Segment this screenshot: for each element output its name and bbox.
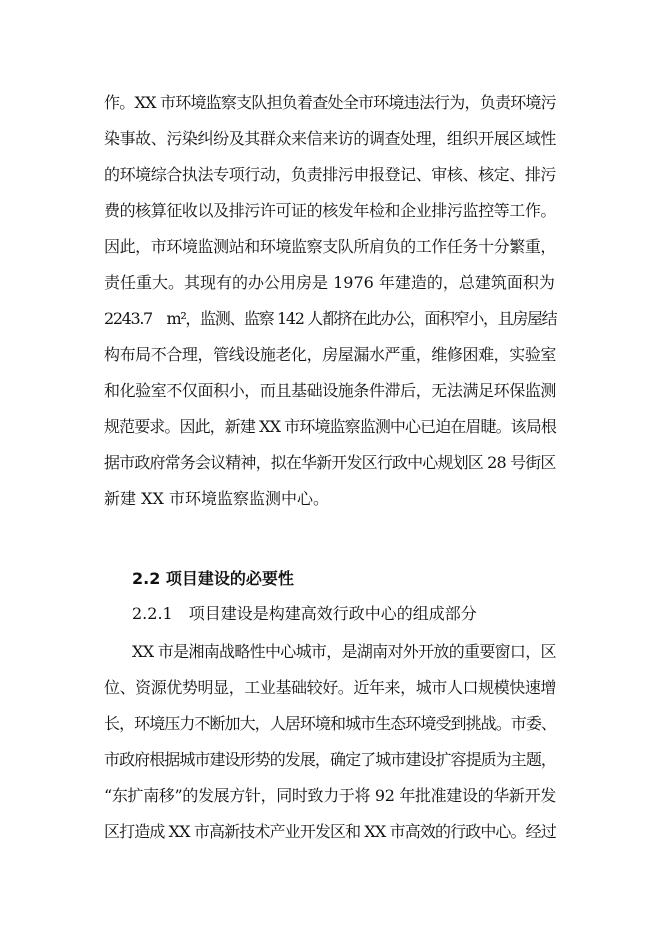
paragraph-line: 市政府根据城市建设形势的发展，确定了城市建设扩容提质为主题，: [104, 750, 557, 769]
paragraph-line: 责任重大。其现有的办公用房是 1976 年建造的，总建筑面积为: [104, 273, 555, 292]
paragraph-line: 区打造成 XX 市高新技术产业开发区和 XX 市高效的行政中心。经过: [104, 822, 556, 841]
paragraph-line: “东扩南移”的发展方针，同时致力于将 92 年批准建设的华新开发: [104, 786, 556, 805]
paragraph-line: 构布局不合理，管线设施老化，房屋漏水严重，维修困难，实验室: [104, 345, 557, 364]
paragraph-line: 费的核算征收以及排污许可证的核发年检和企业排污监控等工作。: [104, 201, 557, 220]
paragraph-line: 因此，市环境监测站和环境监察支队所肩负的工作任务十分繁重，: [104, 237, 557, 256]
paragraph-line: 和化验室不仅面积小，而且基础设施条件滞后，无法满足环保监测: [104, 381, 557, 400]
paragraph-line: 长，环境压力不断加大，人居环境和城市生态环境受到挑战。市委、: [104, 714, 557, 733]
paragraph-line: 染事故、污染纠纷及其群众来信来访的调查处理，组织开展区域性: [104, 129, 557, 148]
paragraph-line: 位、资源优势明显，工业基础较好。近年来，城市人口规模快速增: [104, 678, 557, 697]
paragraph-line: 作。XX 市环境监察支队担负着查处全市环境违法行为，负责环境污: [104, 93, 556, 112]
paragraph-line: 的环境综合执法专项行动，负责排污申报登记、审核、核定、排污: [104, 165, 557, 184]
paragraph-line: 规范要求。因此，新建 XX 市环境监察监测中心已迫在眉睫。该局根: [104, 417, 556, 436]
paragraph-line: XX 市是湘南战略性中心城市，是湖南对外开放的重要窗口，区: [132, 642, 556, 661]
subsection-heading: 2.2.1 项目建设是构建高效行政中心的组成部分: [132, 604, 477, 623]
paragraph-line: 据市政府常务会议精神，拟在华新开发区行政中心规划区 28 号街区: [104, 453, 556, 472]
paragraph-line: 2243.7 m²，监测、监察 142 人都挤在此办公，面积窄小，且房屋结: [104, 309, 557, 328]
paragraph-line: 新建 XX 市环境监察监测中心。: [104, 489, 329, 508]
section-heading: 2.2 项目建设的必要性: [132, 569, 294, 588]
